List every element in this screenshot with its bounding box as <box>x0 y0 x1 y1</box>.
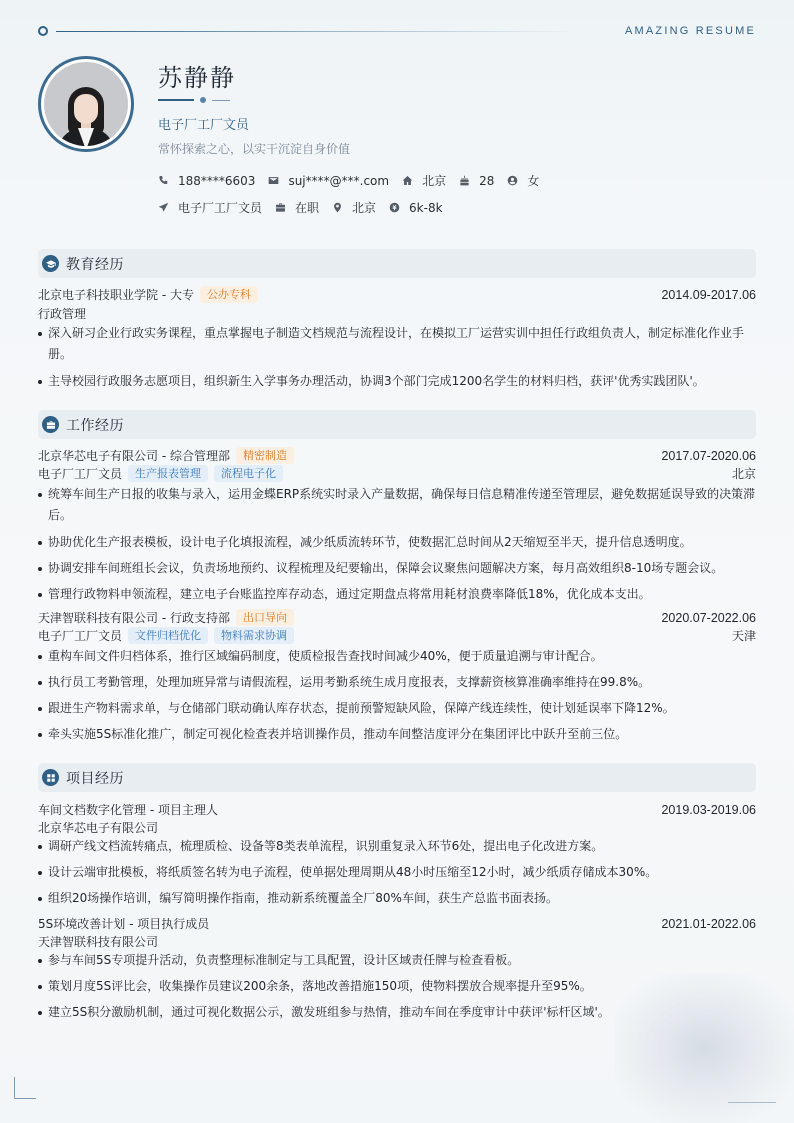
list-item: 执行员工考勤管理，处理加班异常与请假流程，运用考勤系统生成月度报表，支撑薪资核算准确率维持在99.8%。 <box>38 672 756 693</box>
job-city: 北京 <box>731 467 756 481</box>
grid-icon <box>46 773 56 783</box>
job-date: 2017.07-2020.06 <box>661 448 756 463</box>
project-company: 北京华芯电子有限公司 <box>38 821 159 835</box>
brand-label: AMAZING RESUME <box>624 25 756 37</box>
list-item: 跟进生产物料需求单，与仓储部门联动确认库存状态，提前预警短缺风险，保障产线连续性，使计划延误率下降12%。 <box>38 698 756 719</box>
education-section-header <box>38 249 756 278</box>
avatar-photo <box>44 62 128 146</box>
target-city: 北京 <box>352 201 377 215</box>
job-entry-header <box>38 609 756 626</box>
list-item: 牵头实施5S标准化推广，制定可视化检查表并培训操作员，推动车间整洁度评分在集团评比中跃升至前三位。 <box>38 724 756 745</box>
list-item: 设计云端审批模板，将纸质签名转为电子流程，使单据处理周期从48小时压缩至12小时，减少纸质存储成本30%。 <box>38 862 756 883</box>
send-icon <box>158 202 169 213</box>
skill-tag: 物料需求协调 <box>214 627 294 644</box>
work-section-header <box>38 410 756 439</box>
footer-rule <box>728 1102 776 1103</box>
job-position-line <box>38 465 756 482</box>
email-address: suj****@***.com <box>288 173 390 188</box>
intent-row <box>158 199 456 216</box>
header-ring-decoration <box>38 26 48 36</box>
status-info <box>275 199 319 216</box>
target-city-info <box>332 199 376 216</box>
motto: 常怀探索之心，以实干沉淀自身价值 <box>158 142 351 156</box>
job-city: 天津 <box>731 629 756 643</box>
header-rule <box>56 31 576 32</box>
age: 28 <box>479 173 495 188</box>
salary: 6k-8k <box>409 200 443 215</box>
project-entry-header <box>38 801 756 818</box>
gender-info <box>507 172 539 189</box>
project-date: 2019.03-2019.06 <box>661 802 756 817</box>
blurred-overlay <box>615 973 794 1123</box>
age-info <box>459 174 494 188</box>
project-date: 2021.01-2022.06 <box>661 916 756 931</box>
phone-icon <box>158 175 169 186</box>
email-info <box>268 174 389 188</box>
job-position-line <box>38 627 756 644</box>
list-item: 主导校园行政服务志愿项目，组织新生入学事务办理活动，协调3个部门完成1200名学生的材料归档，获评'优秀实践团队'。 <box>38 371 756 392</box>
location-pin-icon <box>332 202 343 213</box>
list-item: 策划月度5S评比会，收集操作员建议200余条，落地改善措施150项，使物料摆放合规率提升至95%。 <box>38 976 756 997</box>
job-title: 电子厂工厂文员 <box>158 118 250 133</box>
company-name: 天津智联科技有限公司 - 行政支持部 <box>38 611 230 625</box>
phone-number: 188****6603 <box>178 173 256 188</box>
hometown: 北京 <box>422 174 447 188</box>
skill-tag: 流程电子化 <box>214 465 283 482</box>
major: 行政管理 <box>38 307 87 321</box>
salary-info <box>389 201 443 215</box>
job-date: 2020.07-2022.06 <box>661 610 756 625</box>
target-job: 电子厂工厂文员 <box>178 201 263 215</box>
company-tag: 出口导向 <box>236 609 294 626</box>
corner-decoration <box>14 1077 36 1099</box>
project-company: 天津智联科技有限公司 <box>38 935 159 949</box>
list-item: 建立5S积分激励机制，通过可视化数据公示，激发班组参与热情，推动车间在季度审计中获评'标杆区域'。 <box>38 1002 756 1023</box>
home-icon <box>402 175 413 186</box>
user-circle-icon <box>507 175 518 186</box>
graduation-cap-icon <box>46 259 56 269</box>
education-date: 2014.09-2017.06 <box>661 287 756 302</box>
section-title: 工作经历 <box>66 417 124 434</box>
project-company-line <box>38 819 756 836</box>
school-tag: 公办专科 <box>200 286 258 303</box>
list-item: 深入研习企业行政实务课程，重点掌握电子制造文档规范与流程设计，在模拟工厂运营实训中担任行政组负责人，制定标准化作业手册。 <box>38 323 756 365</box>
job-entry-header <box>38 447 756 464</box>
contact-row <box>158 172 552 189</box>
name-divider <box>158 96 238 104</box>
job-status: 在职 <box>295 201 320 215</box>
project-entry-header <box>38 915 756 932</box>
projects-section-header <box>38 763 756 792</box>
school-name: 北京电子科技职业学院 - 大专 <box>38 288 194 302</box>
mail-icon <box>268 175 279 186</box>
position: 电子厂工厂文员 <box>38 629 123 643</box>
list-item: 管理行政物料申领流程，建立电子台账监控库存动态，通过定期盘点将常用耗材浪费率降低18%，优化成本支出。 <box>38 584 756 605</box>
company-tag: 精密制造 <box>236 447 294 464</box>
list-item: 协调安排车间班组长会议，负责场地预约、议程梳理及纪要输出，保障会议聚焦问题解决方案，每月高效组织8-10场专题会议。 <box>38 558 756 579</box>
project-name: 车间文档数字化管理 - 项目主理人 <box>38 803 218 817</box>
money-icon <box>389 202 400 213</box>
list-item: 协助优化生产报表模板，设计电子化填报流程，减少纸质流转环节，使数据汇总时间从2天缩短至半天，提升信息透明度。 <box>38 532 756 553</box>
position: 电子厂工厂文员 <box>38 467 123 481</box>
section-title: 教育经历 <box>66 256 124 273</box>
avatar <box>38 56 134 152</box>
project-company-line <box>38 933 756 950</box>
phone-info <box>158 174 255 188</box>
major-line <box>38 305 756 322</box>
list-item: 重构车间文件归档体系，推行区域编码制度，使质检报告查找时间减少40%，便于质量追溯与审计配合。 <box>38 646 756 667</box>
briefcase-icon <box>46 420 56 430</box>
hometown-info <box>402 172 446 189</box>
education-entry-header <box>38 286 756 303</box>
list-item: 参与车间5S专项提升活动，负责整理标准制定与工具配置，设计区域责任牌与检查看板。 <box>38 950 756 971</box>
gender: 女 <box>527 174 540 188</box>
skill-tag: 文件归档优化 <box>128 627 208 644</box>
list-item: 调研产线文档流转痛点，梳理质检、设备等8类表单流程，识别重复录入环节6处，提出电子化改进方案。 <box>38 836 756 857</box>
skill-tag: 生产报表管理 <box>128 465 208 482</box>
briefcase-icon <box>275 202 286 213</box>
list-item: 统筹车间生产日报的收集与录入，运用金蝶ERP系统实时录入产量数据，确保每日信息精准传递至管理层，避免数据延误导致的决策滞后。 <box>38 484 756 526</box>
section-title: 项目经历 <box>66 770 124 787</box>
list-item: 组织20场操作培训，编写简明操作指南，推动新系统覆盖全厂80%车间，获生产总监书面表扬。 <box>38 888 756 909</box>
target-job-info <box>158 199 262 216</box>
candidate-name: 苏静静 <box>158 64 236 92</box>
project-name: 5S环境改善计划 - 项目执行成员 <box>38 917 210 931</box>
cake-icon <box>459 175 470 186</box>
company-name: 北京华芯电子有限公司 - 综合管理部 <box>38 449 230 463</box>
